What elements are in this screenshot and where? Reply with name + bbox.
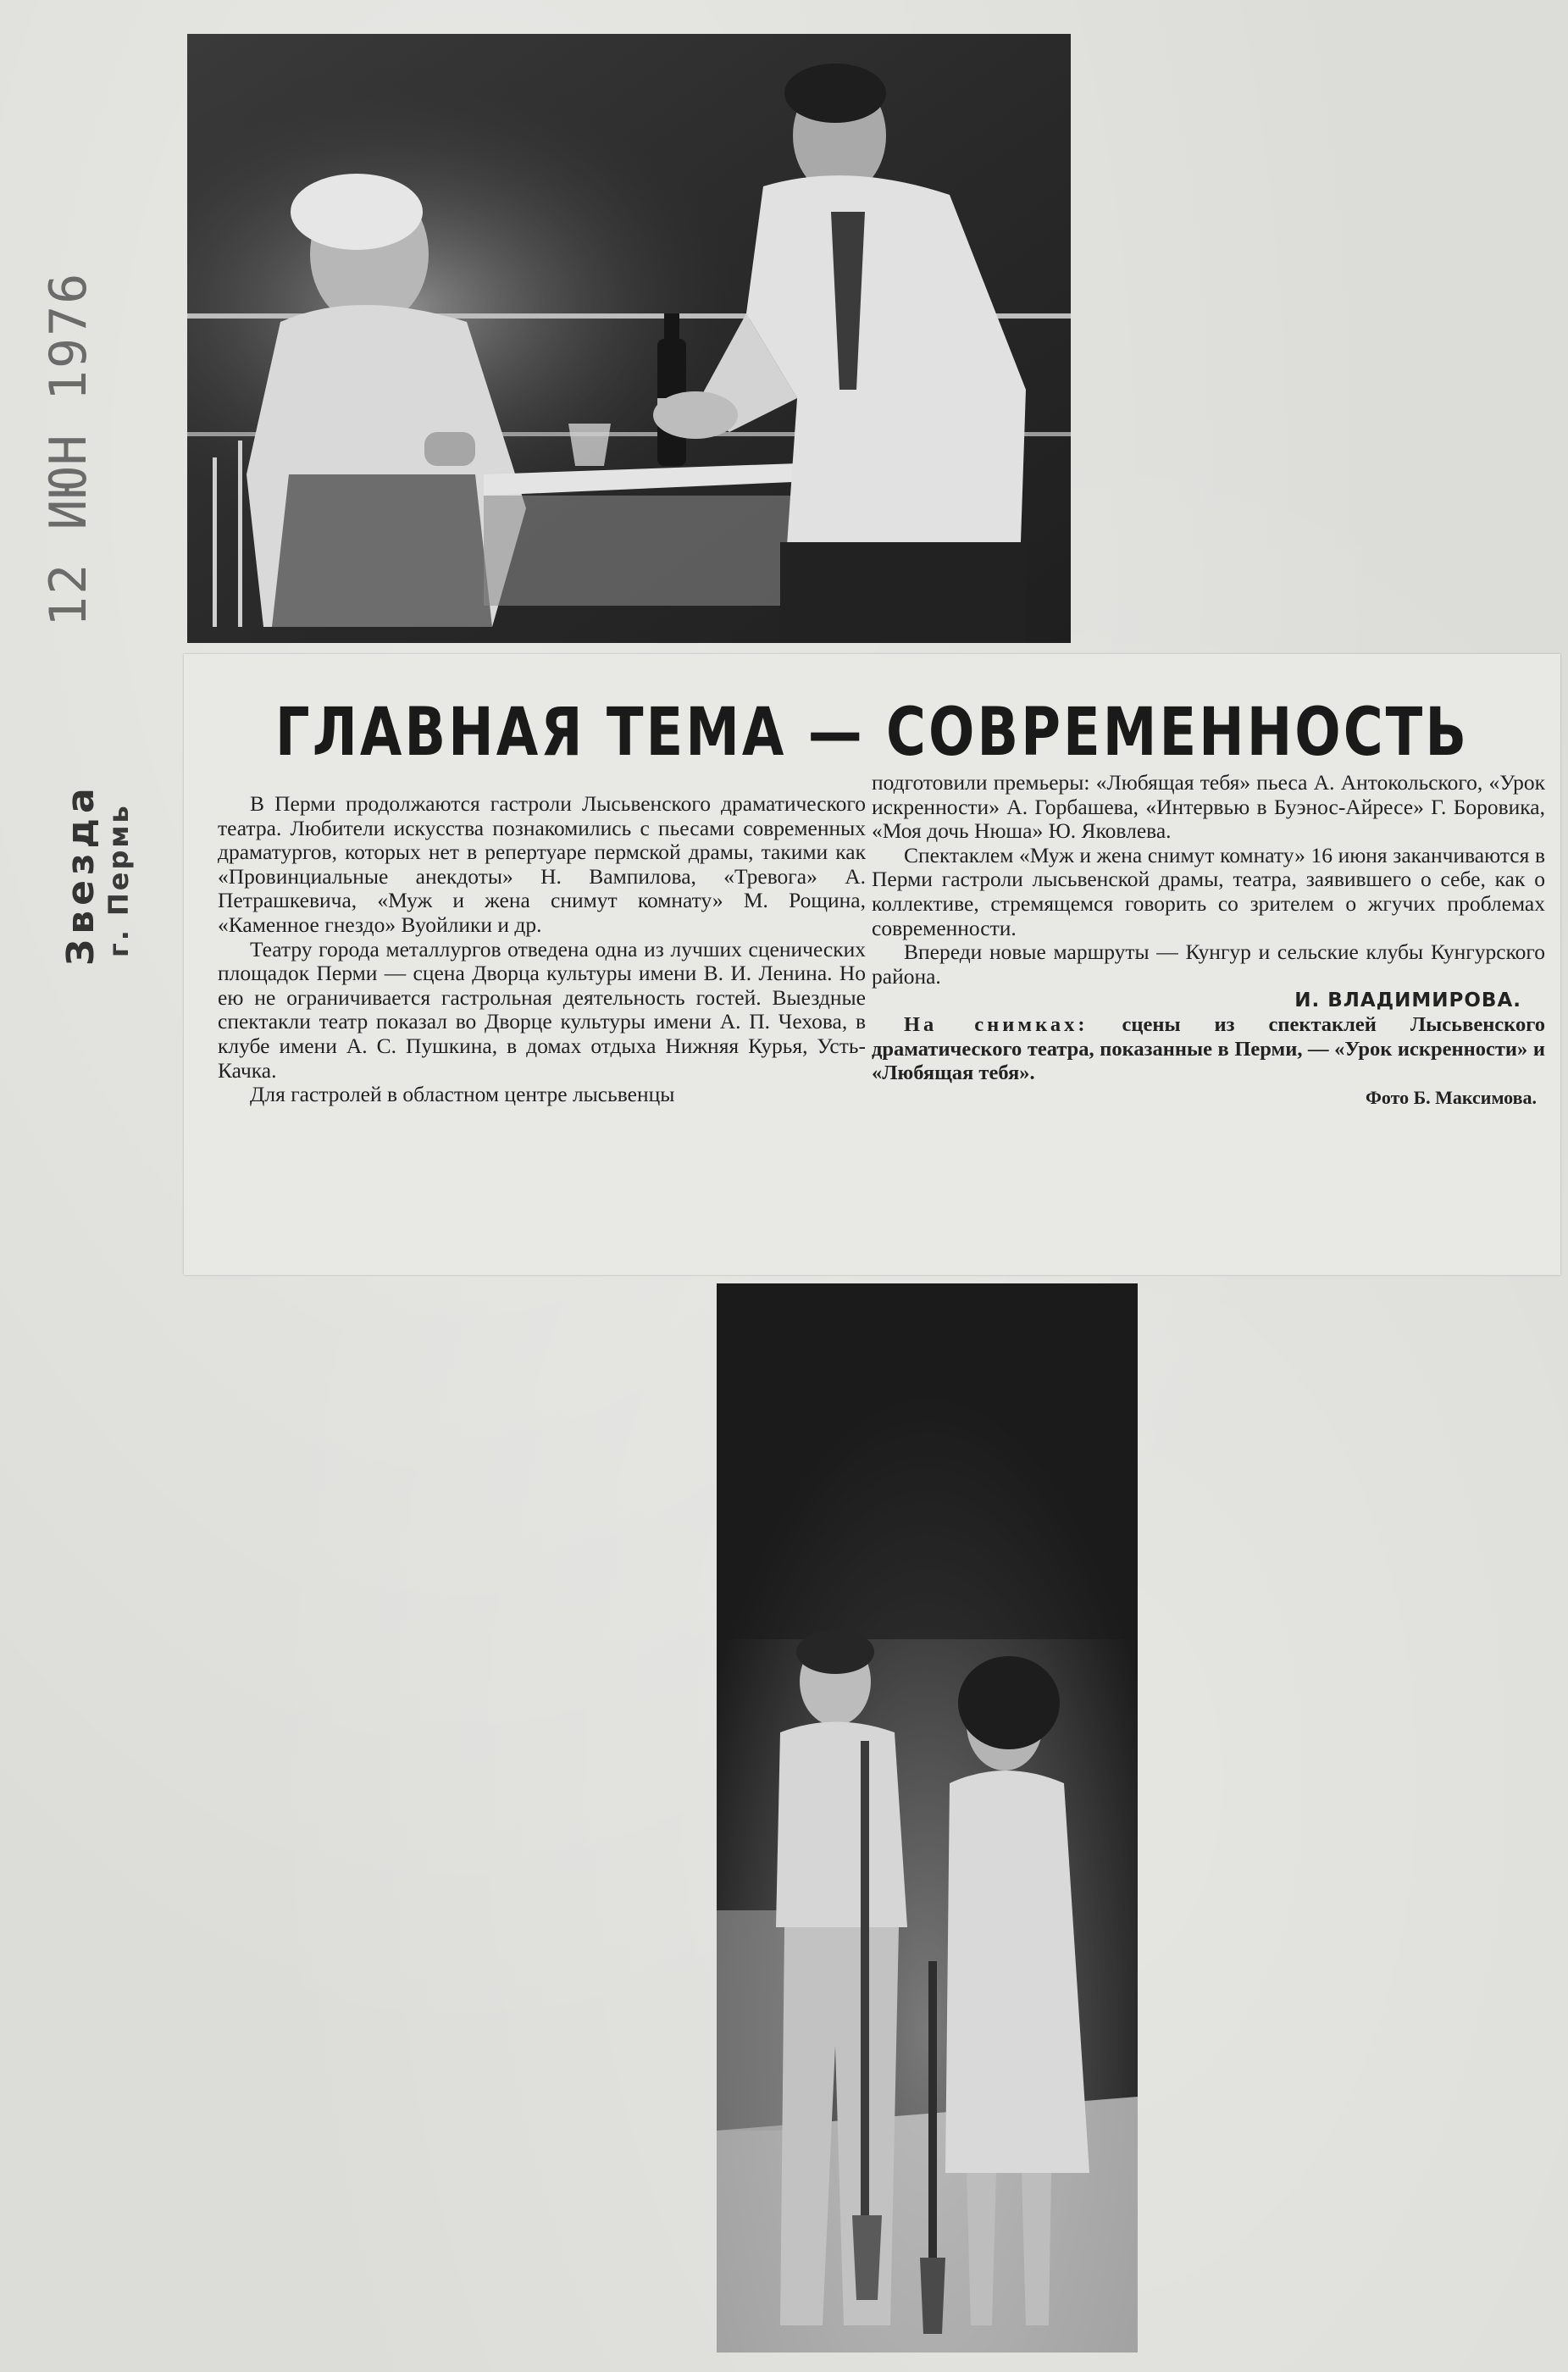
newspaper-article xyxy=(184,654,1560,1275)
caption-lead: На снимках: xyxy=(904,1012,1089,1036)
stage-scene-photo-icon xyxy=(187,34,1071,643)
article-paragraph: Спектаклем «Муж и жена снимут комнату» 16 июня заканчиваются в Перми гастроли лысьвенской драмы, театра, заявившего о себе, как о коллективе, стремящемся говорить со зрителем о жгучих проблемах современности. xyxy=(872,842,1545,940)
bottom-stage-photo xyxy=(717,1283,1138,2353)
article-paragraph: Для гастролей в областном центре лысьвенцы xyxy=(250,1082,675,1107)
date-stamp: 12 ИЮН 1976 xyxy=(39,271,98,627)
stage-scene-photo-icon xyxy=(717,1283,1138,2353)
photo-caption xyxy=(872,1013,1545,1086)
article-headline: ГЛАВНАЯ ТЕМА — СОВРЕМЕННОСТЬ xyxy=(274,695,1470,772)
newspaper-city: г. Пермь xyxy=(103,803,135,957)
article-right-column xyxy=(872,771,1545,1110)
article-paragraph: Театру города металлургов отведена одна из лучших сценических площадок Перми — сцена Дворца культуры имени В. И. Ленина. Но ею не ограничивается гастрольная деятельность гостей. Выездные спектакли театр показал во Дворце культуры имени А. П. Чехова, в клубе имени А. С. Пушкина, в домах отдыха Нижняя Курья, Усть-Качка. xyxy=(218,936,866,1083)
newspaper-stamp xyxy=(59,783,135,966)
article-paragraph: подготовили премьеры: «Любящая тебя» пьеса А. Антокольского, «Урок искренности» А. Горбашева, «Интервью в Буэнос-Айресе» Г. Боровика, «Моя дочь Нюша» Ю. Яковлева. xyxy=(872,770,1545,844)
article-paragraph: В Перми продолжаются гастроли Лысьвенского драматического театра. Любители искусства познакомились с пьесами современных драматургов, которых нет в репертуаре пермской драмы, такими как «Провинциальные анекдоты» Н. Вампилова, «Тревога» А. Петрашкевича, «Муж и жена снимут комнату» М. Рощина, «Каменное гнездо» Вуойлики и др. xyxy=(218,791,866,937)
photo-credit: Фото Б. Максимова. xyxy=(1365,1086,1537,1108)
newspaper-name: Звезда xyxy=(59,783,103,966)
article-left-column xyxy=(218,792,866,1107)
article-paragraph: Впереди новые маршруты — Кунгур и сельские клубы Кунгурского района. xyxy=(872,939,1545,989)
caption-text: сцены из спектаклей Лысьвенского драматического театра, показанные в Перми, — «Урок искренности» и «Любящая тебя». xyxy=(872,1012,1545,1085)
top-stage-photo xyxy=(187,34,1071,643)
author-signature: И. ВЛАДИМИРОВА. xyxy=(1294,989,1521,1012)
